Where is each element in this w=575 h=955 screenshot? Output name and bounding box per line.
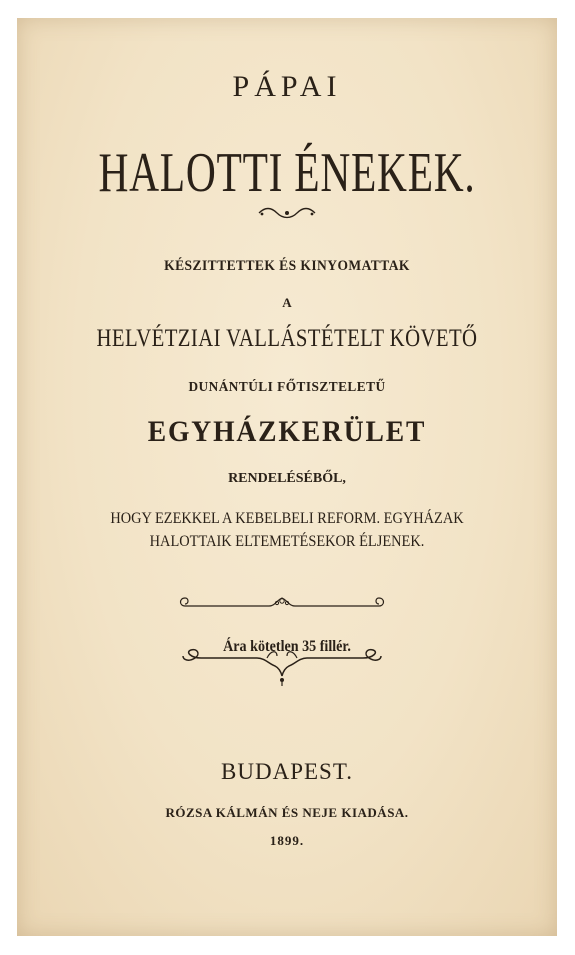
connector-a: A	[282, 295, 292, 310]
price-frame-top	[177, 594, 387, 614]
prepared-line: KÉSZITTETTEK ÉS KINYOMATTAK	[164, 258, 410, 274]
helvetic-line: HELVÉTZIAI VALLÁSTÉTELT KÖVETŐ	[96, 325, 478, 352]
price-label: Ára kötetlen 35 fillér.	[223, 638, 351, 655]
order-line: RENDELÉSÉBŐL,	[228, 471, 346, 486]
publisher: RÓZSA KÁLMÁN ÉS NEJE KIADÁSA.	[165, 805, 409, 820]
city: BUDAPEST.	[221, 759, 353, 784]
main-title: HALOTTI ÉNEKEK.	[98, 142, 476, 204]
price-frame-bottom	[177, 646, 387, 688]
purpose-line-1: HOGY EZEKKEL A KEBELBELI REFORM. EGYHÁZAK	[110, 510, 464, 527]
top-flourish	[257, 206, 317, 220]
purpose-line-2: HALOTTAIK ELTEMETÉSEKOR ÉLJENEK.	[149, 533, 425, 550]
transdanubian-line: DUNÁNTÚLI FŐTISZTELETŰ	[188, 380, 386, 395]
publication-year: 1899.	[269, 833, 305, 848]
district-title: EGYHÁZKERÜLET	[147, 415, 427, 448]
title-prefix: PÁPAI	[232, 70, 342, 103]
title-page	[17, 18, 557, 936]
